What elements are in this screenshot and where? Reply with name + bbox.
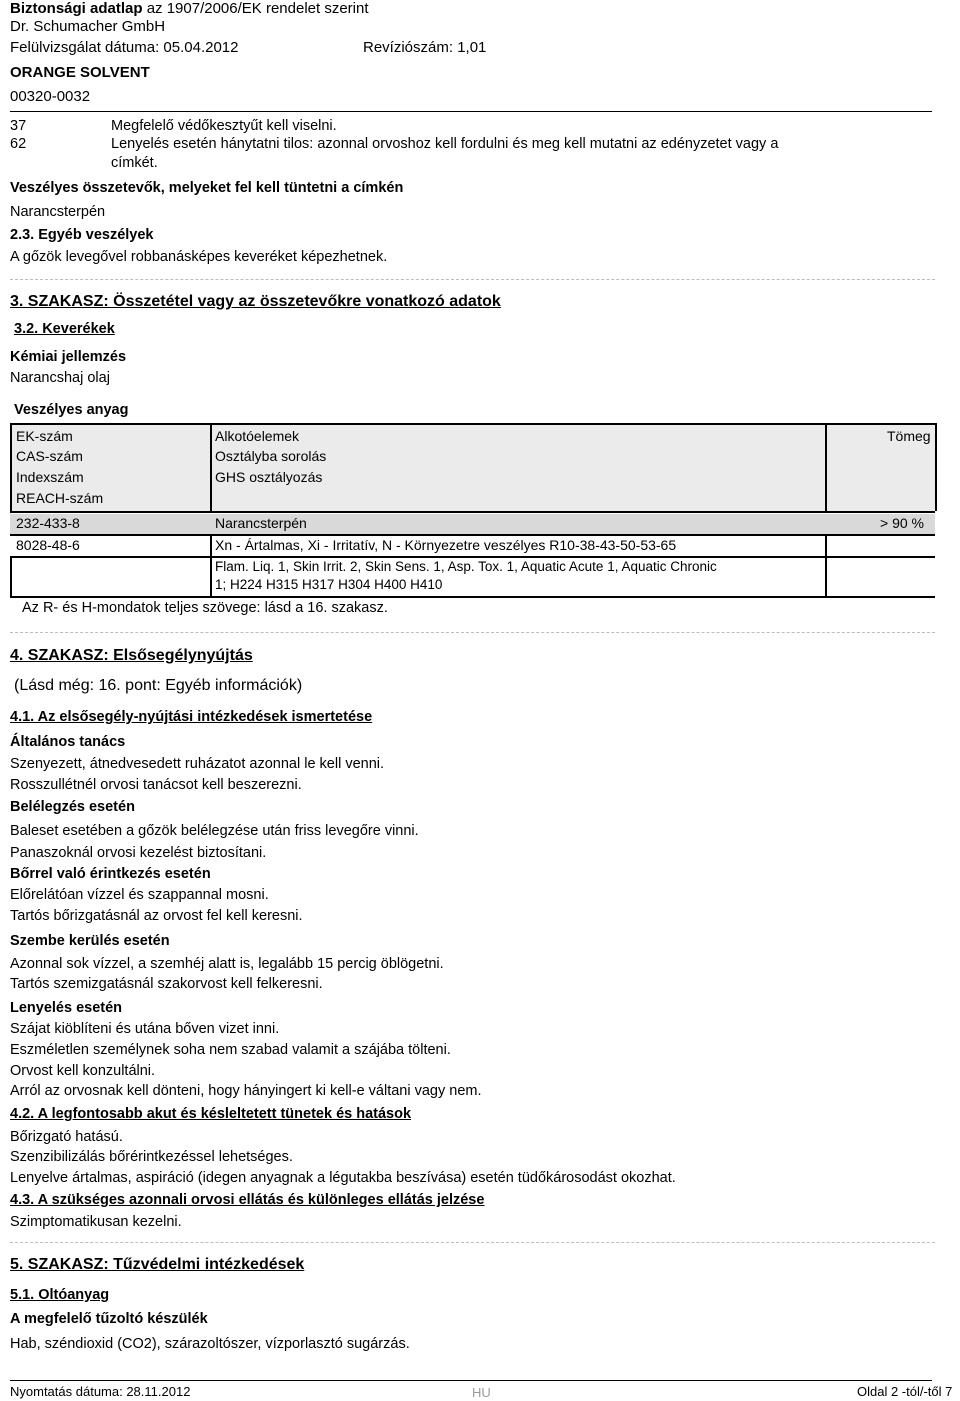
mixtures-heading: 3.2. Keverékek	[14, 321, 115, 337]
product-code: 00320-0032	[10, 88, 91, 105]
table-rule	[10, 423, 935, 425]
extinguishing-media-heading: 5.1. Oltóanyag	[10, 1287, 110, 1303]
table-rule	[825, 423, 827, 511]
section-divider	[10, 279, 935, 280]
eye-contact-text: Azonnal sok vízzel, a szemhéj alatt is, legalább 15 percig öblögetni.	[10, 956, 444, 972]
table-row-bar	[10, 514, 935, 534]
medical-attention-text: Szimptomatikusan kezelni.	[10, 1214, 182, 1230]
phrase-number: 37	[10, 118, 27, 134]
ingestion-text: Arról az orvosnak kell dönteni, hogy hányingert ki kell-e váltani vagy nem.	[10, 1083, 482, 1099]
table-rule	[10, 556, 935, 558]
section-5-heading: 5. SZAKASZ: Tűzvédelmi intézkedések	[10, 1256, 305, 1273]
symptoms-heading: 4.2. A legfontosabb akut és késleltetett tünetek és hatások	[10, 1106, 412, 1122]
section-3-heading: 3. SZAKASZ: Összetétel vagy az összetevőkre vonatkozó adatok	[10, 293, 501, 310]
company-name: Dr. Schumacher GmbH	[10, 18, 166, 35]
header-divider	[10, 111, 932, 112]
general-advice-text: Szenyezett, átnedvesedett ruházatot azonnal le kell venni.	[10, 756, 385, 772]
general-advice-heading: Általános tanács	[10, 734, 126, 750]
product-name: ORANGE SOLVENT	[10, 64, 150, 81]
classification-value: Xn - Ártalmas, Xi - Irritatív, N - Környezetre veszélyes R10-38-43-50-53-65	[215, 537, 677, 553]
col-cas-number: CAS-szám	[16, 448, 83, 464]
phrase-text: Megfelelő védőkesztyűt kell viselni.	[111, 118, 337, 134]
inhalation-text: Panaszoknál orvosi kezelést biztosítani.	[10, 845, 267, 861]
section-4-heading: 4. SZAKASZ: Elsősegélynyújtás	[10, 647, 253, 664]
col-classification: Osztályba sorolás	[215, 448, 327, 464]
page-number: Oldal 2 -tól/-től 7	[857, 1384, 953, 1399]
ingestion-text: Orvost kell konzultálni.	[10, 1063, 156, 1079]
col-ek-number: EK-szám	[16, 428, 73, 444]
section-divider	[10, 632, 935, 633]
ingestion-text: Szájat kiöblíteni és utána bőven vizet inni.	[10, 1021, 280, 1037]
medical-attention-heading: 4.3. A szükséges azonnali orvosi ellátás és különleges ellátás jelzése	[10, 1192, 485, 1208]
footer-divider	[10, 1380, 932, 1381]
inhalation-text: Baleset esetében a gőzök belélegzése után friss levegőre vinni.	[10, 823, 419, 839]
ghs-classification-line: Flam. Liq. 1, Skin Irrit. 2, Skin Sens. 1, Asp. Tox. 1, Aquatic Acute 1, Aquatic Chronic	[215, 559, 717, 574]
revision-number: Revíziószám: 1,01	[363, 39, 487, 56]
label-components-value: Narancsterpén	[10, 204, 106, 220]
symptoms-text: Szenzibilizálás bőrérintkezéssel lehetséges.	[10, 1149, 293, 1165]
ek-number: 232-433-8	[16, 515, 80, 531]
see-also-note: (Lásd még: 16. pont: Egyéb információk)	[14, 677, 303, 694]
language-code: HU	[472, 1385, 491, 1400]
symptoms-text: Lenyelve ártalmas, aspiráció (idegen anyagnak a légutakba beszívása) esetén tüdőkárosodást okozhat.	[10, 1170, 676, 1186]
table-rule	[10, 511, 935, 513]
col-weight: Tömeg	[887, 428, 931, 444]
r-h-phrases-note: Az R- és H-mondatok teljes szövege: lásd a 16. szakasz.	[22, 600, 388, 616]
print-date: Nyomtatás dátuma: 28.11.2012	[10, 1384, 191, 1399]
general-advice-text: Rosszullétnél orvosi tanácsot kell beszerezni.	[10, 777, 302, 793]
hazardous-substance-label: Veszélyes anyag	[14, 402, 129, 418]
review-date: Felülvizsgálat dátuma: 05.04.2012	[10, 39, 239, 56]
suitable-extinguishers-heading: A megfelelő tűzoltó készülék	[10, 1311, 208, 1327]
ghs-classification-line: 1; H224 H315 H317 H304 H400 H410	[215, 577, 443, 592]
section-divider	[10, 1242, 935, 1243]
cas-number: 8028-48-6	[16, 537, 80, 553]
suitable-extinguishers-text: Hab, széndioxid (CO2), szárazoltószer, vízporlasztó sugárzás.	[10, 1336, 410, 1352]
table-header	[10, 425, 935, 511]
skin-contact-text: Előrelátóan vízzel és szappannal mosni.	[10, 887, 269, 903]
table-rule	[10, 423, 12, 511]
table-rule	[210, 534, 212, 596]
symptoms-text: Bőrizgató hatású.	[10, 1129, 123, 1145]
table-rule	[10, 596, 935, 598]
eye-contact-text: Tartós szemizgatásnál szakorvost kell felkeresni.	[10, 976, 323, 992]
eye-contact-heading: Szembe kerülés esetén	[10, 933, 170, 949]
skin-contact-text: Tartós bőrizgatásnál az orvost fel kell keresni.	[10, 908, 303, 924]
phrase-number: 62	[10, 136, 27, 152]
table-rule	[935, 423, 937, 511]
col-ghs: GHS osztályozás	[215, 469, 323, 485]
phrase-text-continued: címkét.	[111, 155, 158, 171]
inhalation-heading: Belélegzés esetén	[10, 799, 135, 815]
weight-value: > 90 %	[880, 515, 924, 531]
col-index-number: Indexszám	[16, 469, 84, 485]
other-hazards-text: A gőzök levegővel robbanásképes keveréket képezhetnek.	[10, 249, 388, 265]
col-components: Alkotóelemek	[215, 428, 300, 444]
component-name: Narancsterpén	[215, 515, 307, 531]
table-rule	[10, 534, 935, 536]
table-rule	[10, 556, 12, 596]
table-rule	[825, 534, 827, 596]
chemical-characterization-label: Kémiai jellemzés	[10, 349, 127, 365]
ingestion-text: Eszméletlen személynek soha nem szabad valamit a szájába tölteni.	[10, 1042, 451, 1058]
document-title: Biztonsági adatlap az 1907/2006/EK rendelet szerint	[10, 0, 369, 17]
other-hazards-heading: 2.3. Egyéb veszélyek	[10, 227, 154, 243]
first-aid-measures-heading: 4.1. Az elsősegély-nyújtási intézkedések ismertetése	[10, 709, 373, 725]
label-components-heading: Veszélyes összetevők, melyeket fel kell tüntetni a címkén	[10, 180, 404, 196]
phrase-text: Lenyelés esetén hánytatni tilos: azonnal orvoshoz kell fordulni és meg kell mutatni az edényzetet vagy a	[111, 136, 779, 152]
chemical-characterization-value: Narancshaj olaj	[10, 370, 110, 386]
skin-contact-heading: Bőrrel való érintkezés esetén	[10, 866, 211, 882]
ingestion-heading: Lenyelés esetén	[10, 1000, 123, 1016]
col-reach-number: REACH-szám	[16, 490, 104, 506]
table-rule	[210, 423, 212, 511]
